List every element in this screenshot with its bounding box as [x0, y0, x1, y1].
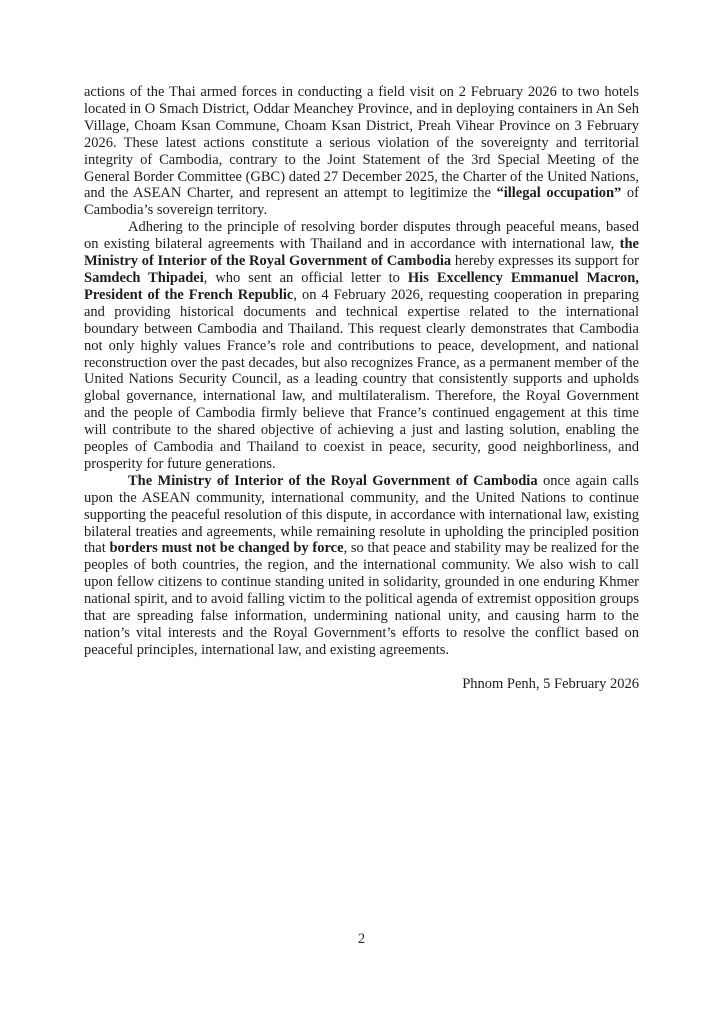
document-body — [84, 84, 639, 693]
paragraph-continuation: actions of the Thai armed forces in conducting a field visit on 2 February 2026 to two hotels located in O Smach District, Oddar Meanchey Province, and in deploying containers in An Seh Village, Choam Ksan Commune, Choam Ksan District, Preah Vihear Province on 3 February 2026. These latest actions constitute a serious violation of the sovereignty and territorial integrity of Cambodia, contrary to the Joint Statement of the 3rd Special Meeting of the General Border Committee (GBC) dated 27 December 2025, the Charter of the United Nations, and the ASEAN Charter, and represent an attempt to legitimize the “illegal occupation” of Cambodia’s sovereign territory. — [84, 84, 639, 219]
page-number: 2 — [357, 931, 366, 947]
paragraph-support-statement: Adhering to the principle of resolving border disputes through peaceful means, based on existing bilateral agreements with Thailand and in accordance with international law, the Ministry of Interior of the Royal Government of Cambodia hereby expresses its support for Samdech Thipadei, who sent an official letter to His Excellency Emmanuel Macron, President of the French Republic, on 4 February 2026, requesting cooperation in preparing and providing historical documents and technical expertise related to the international boundary between Cambodia and Thailand. This request clearly demonstrates that Cambodia not only highly values France’s role and contributions to peace, development, and national reconstruction over the past decades, but also recognizes France, as a permanent member of the United Nations Security Council, as a leading country that consistently supports and upholds global governance, international law, and multilateralism. Therefore, the Royal Government and the people of Cambodia firmly believe that France’s continued engagement at this time will contribute to the shared objective of achieving a just and lasting solution, enabling the peoples of Cambodia and Thailand to coexist in peace, security, good neighborliness, and prosperity for future generations. — [84, 219, 640, 472]
dateline: Phnom Penh, 5 February 2026 — [462, 675, 639, 692]
paragraph-call-to-action: The Ministry of Interior of the Royal Government of Cambodia once again calls upon the ASEAN community, international community, and the United Nations to continue supporting the peaceful resolution of this dispute, in accordance with international law, existing bilateral treaties and agreements, while remaining resolute in upholding the principled position that borders must not be changed by force, so that peace and stability may be realized for the peoples of both countries, the region, and the international community. We also wish to call upon fellow citizens to continue standing united in solidarity, grounded in one enduring Khmer national spirit, and to avoid falling victim to the political agenda of extremist opposition groups that are spreading false information, undermining national unity, and causing harm to the nation’s vital interests and the Royal Government’s efforts to resolve the conflict based on peaceful principles, international law, and existing agreements. — [84, 472, 640, 658]
